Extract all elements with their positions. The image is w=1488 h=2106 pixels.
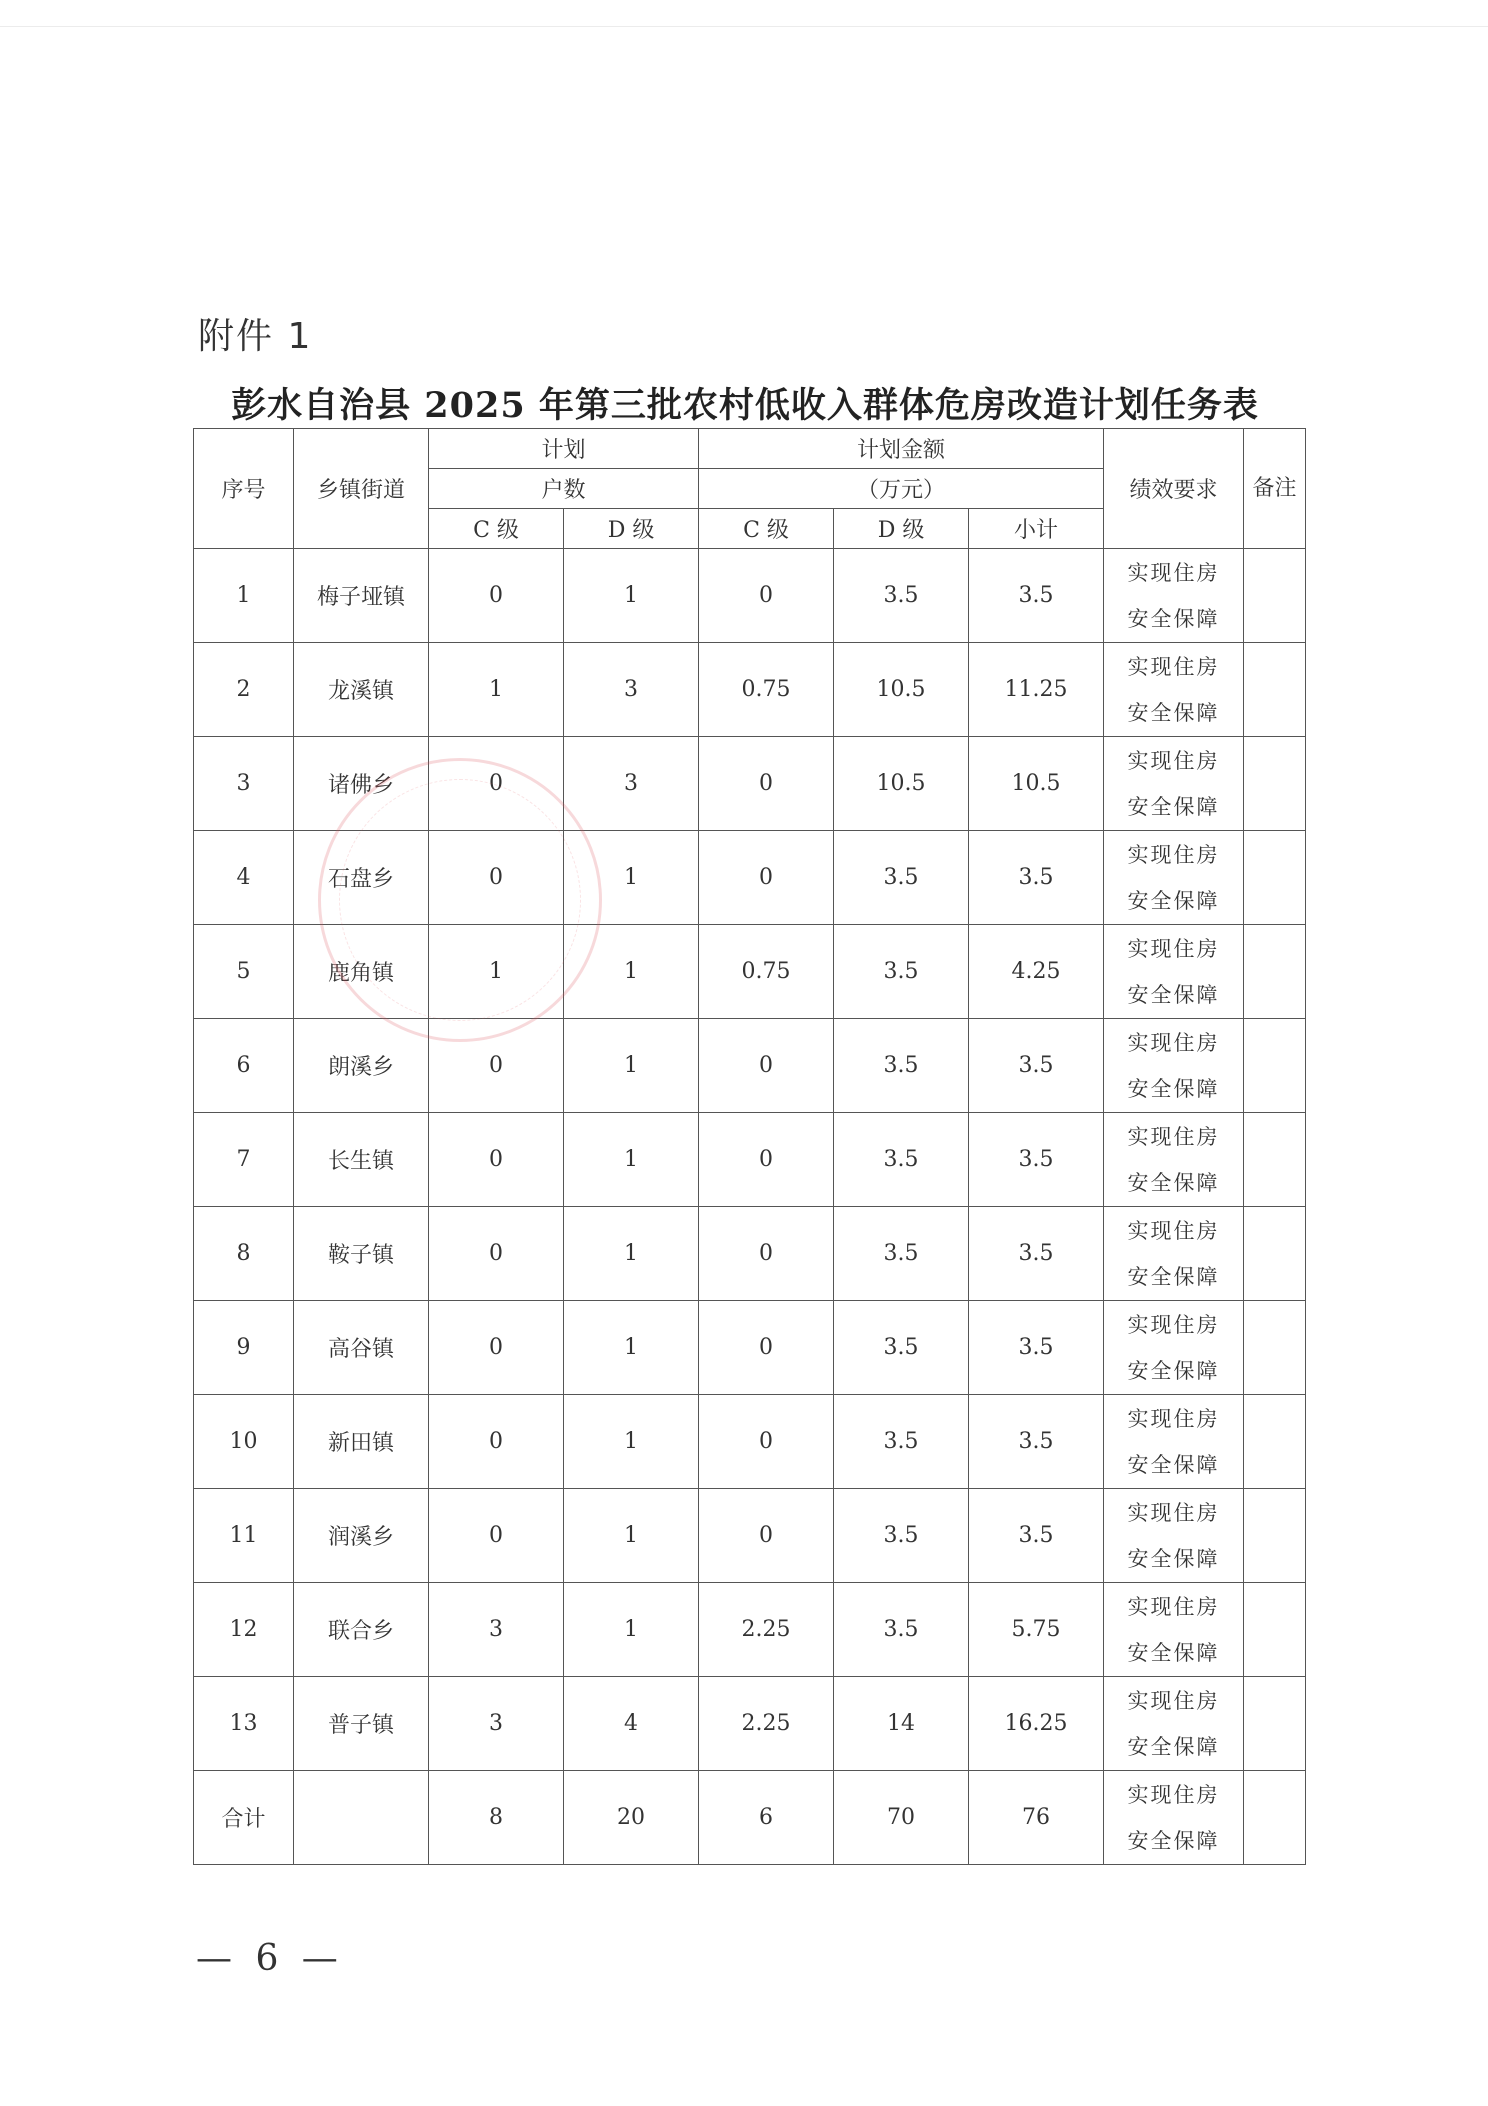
table-row	[194, 737, 1306, 831]
cell-households-c: 1	[429, 925, 564, 1019]
cell-households-d: 1	[564, 1019, 699, 1113]
perf-line-2: 安全保障	[1127, 1828, 1220, 1853]
cell-seq: 2	[194, 643, 294, 737]
cell-performance	[1104, 1019, 1244, 1113]
cell-amount-c: 0	[699, 1395, 834, 1489]
cell-subtotal: 3.5	[969, 1301, 1104, 1395]
plan-table	[193, 428, 1306, 1865]
perf-line-2: 安全保障	[1127, 1076, 1220, 1101]
perf-line-1: 实现住房	[1127, 1406, 1220, 1431]
header-amount: 计划金额	[699, 429, 1104, 469]
document-title: 彭水自治县 2025 年第三批农村低收入群体危房改造计划任务表	[231, 385, 1259, 426]
table-row	[194, 1019, 1306, 1113]
cell-performance	[1104, 1489, 1244, 1583]
perf-line-2: 安全保障	[1127, 1546, 1220, 1571]
perf-line-2: 安全保障	[1127, 1734, 1220, 1759]
perf-line-1: 实现住房	[1127, 1500, 1220, 1525]
cell-households-c: 0	[429, 1301, 564, 1395]
cell-amount-d: 3.5	[834, 925, 969, 1019]
cell-remark	[1244, 1113, 1306, 1207]
cell-households-d: 1	[564, 1583, 699, 1677]
cell-amount-c: 0	[699, 1207, 834, 1301]
cell-subtotal: 16.25	[969, 1677, 1104, 1771]
cell-remark	[1244, 1019, 1306, 1113]
cell-households-c: 3	[429, 1583, 564, 1677]
cell-amount-d: 3.5	[834, 1489, 969, 1583]
cell-households-c: 0	[429, 1019, 564, 1113]
cell-amount-c: 0	[699, 549, 834, 643]
header-amount-unit: （万元）	[699, 469, 1104, 509]
cell-remark	[1244, 1207, 1306, 1301]
cell-town	[294, 1771, 429, 1865]
scan-top-edge	[0, 26, 1488, 27]
cell-remark	[1244, 1583, 1306, 1677]
cell-households-d: 3	[564, 643, 699, 737]
page-number: — 6 —	[196, 1938, 344, 1979]
perf-line-2: 安全保障	[1127, 1264, 1220, 1289]
cell-households-c: 0	[429, 1207, 564, 1301]
cell-subtotal: 3.5	[969, 1489, 1104, 1583]
cell-performance	[1104, 737, 1244, 831]
cell-amount-d: 10.5	[834, 643, 969, 737]
cell-subtotal: 4.25	[969, 925, 1104, 1019]
table-row	[194, 549, 1306, 643]
perf-line-1: 实现住房	[1127, 1688, 1220, 1713]
cell-remark	[1244, 1489, 1306, 1583]
cell-households-c: 3	[429, 1677, 564, 1771]
cell-seq: 7	[194, 1113, 294, 1207]
cell-seq: 12	[194, 1583, 294, 1677]
cell-remark	[1244, 549, 1306, 643]
cell-households-d: 1	[564, 831, 699, 925]
cell-subtotal: 10.5	[969, 737, 1104, 831]
cell-subtotal: 3.5	[969, 549, 1104, 643]
cell-performance	[1104, 549, 1244, 643]
cell-remark	[1244, 1677, 1306, 1771]
cell-amount-c: 0.75	[699, 643, 834, 737]
perf-line-1: 实现住房	[1127, 1782, 1220, 1807]
perf-line-2: 安全保障	[1127, 1358, 1220, 1383]
cell-total-amount-d: 70	[834, 1771, 969, 1865]
header-remark: 备注	[1244, 429, 1306, 549]
perf-line-2: 安全保障	[1127, 982, 1220, 1007]
header-seq: 序号	[194, 429, 294, 549]
cell-performance	[1104, 1301, 1244, 1395]
table-row	[194, 1583, 1306, 1677]
table-row	[194, 1113, 1306, 1207]
perf-line-1: 实现住房	[1127, 1594, 1220, 1619]
cell-seq: 10	[194, 1395, 294, 1489]
cell-amount-d: 3.5	[834, 1019, 969, 1113]
cell-total-label: 合计	[194, 1771, 294, 1865]
table-row	[194, 1207, 1306, 1301]
cell-subtotal: 3.5	[969, 1207, 1104, 1301]
perf-line-2: 安全保障	[1127, 1452, 1220, 1477]
perf-line-1: 实现住房	[1127, 1124, 1220, 1149]
cell-amount-d: 3.5	[834, 1301, 969, 1395]
header-households-c: C 级	[429, 509, 564, 549]
cell-seq: 9	[194, 1301, 294, 1395]
cell-remark	[1244, 1301, 1306, 1395]
cell-amount-d: 3.5	[834, 1207, 969, 1301]
cell-households-c: 0	[429, 1395, 564, 1489]
cell-town: 联合乡	[294, 1583, 429, 1677]
cell-subtotal: 5.75	[969, 1583, 1104, 1677]
cell-performance	[1104, 1583, 1244, 1677]
cell-households-c: 0	[429, 1113, 564, 1207]
perf-line-2: 安全保障	[1127, 1640, 1220, 1665]
header-households: 户数	[429, 469, 699, 509]
cell-town: 新田镇	[294, 1395, 429, 1489]
cell-households-d: 1	[564, 1207, 699, 1301]
cell-amount-c: 0	[699, 1019, 834, 1113]
cell-seq: 4	[194, 831, 294, 925]
cell-remark	[1244, 737, 1306, 831]
header-amount-c: C 级	[699, 509, 834, 549]
perf-line-2: 安全保障	[1127, 794, 1220, 819]
table-row	[194, 643, 1306, 737]
cell-total-subtotal: 76	[969, 1771, 1104, 1865]
cell-seq: 11	[194, 1489, 294, 1583]
perf-line-1: 实现住房	[1127, 1218, 1220, 1243]
table-row	[194, 925, 1306, 1019]
cell-amount-d: 14	[834, 1677, 969, 1771]
cell-town: 鹿角镇	[294, 925, 429, 1019]
cell-households-c: 0	[429, 831, 564, 925]
cell-town: 石盘乡	[294, 831, 429, 925]
cell-subtotal: 3.5	[969, 1019, 1104, 1113]
table-row	[194, 1301, 1306, 1395]
cell-remark	[1244, 643, 1306, 737]
header-town: 乡镇街道	[294, 429, 429, 549]
cell-households-c: 0	[429, 737, 564, 831]
cell-town: 润溪乡	[294, 1489, 429, 1583]
cell-households-c: 1	[429, 643, 564, 737]
perf-line-1: 实现住房	[1127, 560, 1220, 585]
cell-households-d: 1	[564, 1113, 699, 1207]
perf-line-1: 实现住房	[1127, 936, 1220, 961]
header-subtotal: 小计	[969, 509, 1104, 549]
cell-town: 高谷镇	[294, 1301, 429, 1395]
cell-performance	[1104, 643, 1244, 737]
cell-remark	[1244, 831, 1306, 925]
cell-subtotal: 11.25	[969, 643, 1104, 737]
cell-households-d: 4	[564, 1677, 699, 1771]
cell-performance	[1104, 1677, 1244, 1771]
header-households-d: D 级	[564, 509, 699, 549]
perf-line-2: 安全保障	[1127, 1170, 1220, 1195]
cell-performance	[1104, 925, 1244, 1019]
cell-total-households-d: 20	[564, 1771, 699, 1865]
perf-line-2: 安全保障	[1127, 888, 1220, 913]
cell-performance	[1104, 1771, 1244, 1865]
cell-performance	[1104, 1395, 1244, 1489]
cell-seq: 1	[194, 549, 294, 643]
attachment-label: 附件 1	[198, 316, 313, 357]
perf-line-1: 实现住房	[1127, 1030, 1220, 1055]
cell-seq: 13	[194, 1677, 294, 1771]
cell-seq: 8	[194, 1207, 294, 1301]
cell-seq: 3	[194, 737, 294, 831]
cell-town: 诸佛乡	[294, 737, 429, 831]
cell-town: 长生镇	[294, 1113, 429, 1207]
cell-households-d: 1	[564, 1301, 699, 1395]
perf-line-1: 实现住房	[1127, 842, 1220, 867]
cell-town: 龙溪镇	[294, 643, 429, 737]
cell-households-d: 1	[564, 1395, 699, 1489]
perf-line-2: 安全保障	[1127, 700, 1220, 725]
cell-town: 朗溪乡	[294, 1019, 429, 1113]
cell-amount-c: 0	[699, 1113, 834, 1207]
cell-amount-d: 3.5	[834, 549, 969, 643]
header-amount-d: D 级	[834, 509, 969, 549]
cell-households-d: 3	[564, 737, 699, 831]
table-body	[194, 549, 1306, 1865]
cell-remark	[1244, 1395, 1306, 1489]
cell-town: 鞍子镇	[294, 1207, 429, 1301]
cell-amount-c: 0	[699, 737, 834, 831]
cell-amount-c: 0	[699, 1301, 834, 1395]
cell-amount-c: 2.25	[699, 1677, 834, 1771]
cell-seq: 5	[194, 925, 294, 1019]
cell-subtotal: 3.5	[969, 831, 1104, 925]
cell-households-d: 1	[564, 925, 699, 1019]
cell-households-d: 1	[564, 549, 699, 643]
perf-line-1: 实现住房	[1127, 748, 1220, 773]
perf-line-2: 安全保障	[1127, 606, 1220, 631]
cell-amount-d: 3.5	[834, 1395, 969, 1489]
cell-households-d: 1	[564, 1489, 699, 1583]
cell-amount-c: 2.25	[699, 1583, 834, 1677]
cell-amount-d: 3.5	[834, 1583, 969, 1677]
table-row	[194, 1395, 1306, 1489]
cell-remark	[1244, 1771, 1306, 1865]
cell-amount-c: 0	[699, 831, 834, 925]
table-row	[194, 1489, 1306, 1583]
perf-line-1: 实现住房	[1127, 1312, 1220, 1337]
header-performance: 绩效要求	[1104, 429, 1244, 549]
table-row	[194, 1677, 1306, 1771]
table-header	[194, 429, 1306, 549]
cell-amount-d: 10.5	[834, 737, 969, 831]
perf-line-1: 实现住房	[1127, 654, 1220, 679]
cell-subtotal: 3.5	[969, 1395, 1104, 1489]
cell-amount-d: 3.5	[834, 1113, 969, 1207]
cell-amount-c: 0.75	[699, 925, 834, 1019]
cell-households-c: 0	[429, 549, 564, 643]
cell-performance	[1104, 1113, 1244, 1207]
total-row	[194, 1771, 1306, 1865]
cell-seq: 6	[194, 1019, 294, 1113]
cell-total-amount-c: 6	[699, 1771, 834, 1865]
cell-total-households-c: 8	[429, 1771, 564, 1865]
table-row	[194, 831, 1306, 925]
cell-households-c: 0	[429, 1489, 564, 1583]
cell-remark	[1244, 925, 1306, 1019]
cell-amount-d: 3.5	[834, 831, 969, 925]
cell-subtotal: 3.5	[969, 1113, 1104, 1207]
cell-performance	[1104, 831, 1244, 925]
cell-performance	[1104, 1207, 1244, 1301]
cell-town: 普子镇	[294, 1677, 429, 1771]
cell-amount-c: 0	[699, 1489, 834, 1583]
cell-town: 梅子垭镇	[294, 549, 429, 643]
header-plan: 计划	[429, 429, 699, 469]
